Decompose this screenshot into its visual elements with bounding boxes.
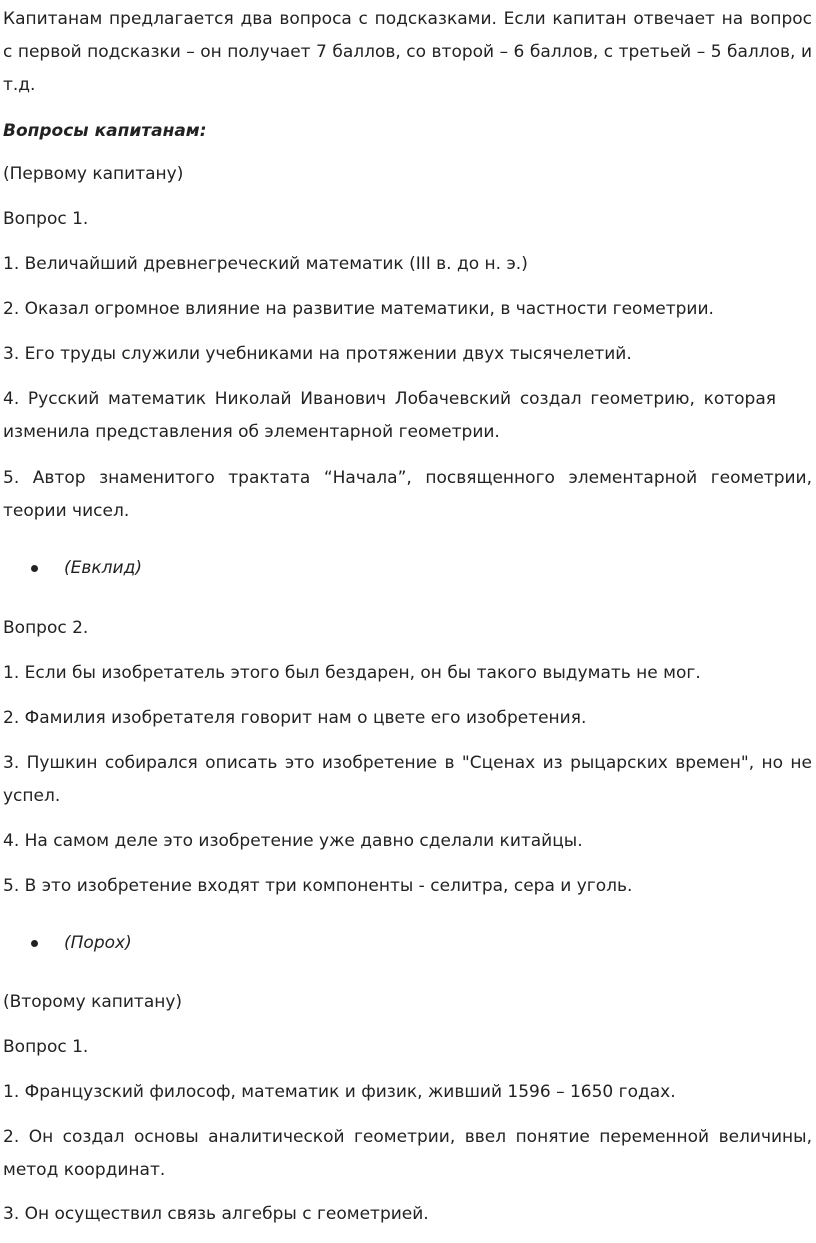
captain1-q2-title: Вопрос 2. bbox=[3, 618, 89, 638]
captain1-q2-hint-1: 1. Если бы изобретатель этого был бездарен, он бы такого выдумать не мог. bbox=[3, 663, 701, 683]
captain1-q2-hint-5: 5. В это изобретение входят три компоненты - селитра, сера и уголь. bbox=[3, 876, 633, 896]
bullet-icon bbox=[31, 565, 38, 572]
captain1-q2-hint-3: 3. Пушкин собирался описать это изобретение в "Сценах из рыцарских времен", но не успел. bbox=[3, 753, 812, 806]
captain1-q1-hint-2: 2. Оказал огромное влияние на развитие математики, в частности геометрии. bbox=[3, 299, 714, 319]
captain1-q2-answer bbox=[31, 927, 132, 960]
captain1-q2-hint-2: 2. Фамилия изобретателя говорит нам о цвете его изобретения. bbox=[3, 708, 587, 728]
intro-paragraph: Капитанам предлагается два вопроса с подсказками. Если капитан отвечает на вопрос с первой подсказки – он получает 7 баллов, со второй – 6 баллов, с третьей – 5 баллов, и т.д. bbox=[3, 9, 812, 95]
captain1-q1-answer bbox=[31, 552, 142, 585]
captain1-label: (Первому капитану) bbox=[3, 164, 184, 184]
captain2-q1-hint-1: 1. Французский философ, математик и физик, живший 1596 – 1650 годах. bbox=[3, 1082, 676, 1102]
answer-text: (Евклид) bbox=[64, 558, 142, 578]
captain1-q1-title: Вопрос 1. bbox=[3, 209, 89, 229]
captain1-q1-hint-4: 4. Русский математик Николай Иванович Лобачевский создал геометрию, которая изменила представления об элементарной геометрии. bbox=[3, 389, 776, 442]
answer-text: (Порох) bbox=[64, 933, 132, 953]
captain1-q1-hint-1: 1. Величайший древнегреческий математик (III в. до н. э.) bbox=[3, 254, 528, 274]
captain2-label: (Второму капитану) bbox=[3, 992, 183, 1012]
captain2-q1-hint-2: 2. Он создал основы аналитической геометрии, ввел понятие переменной величины, метод координат. bbox=[3, 1127, 812, 1180]
section-heading: Вопросы капитанам: bbox=[3, 121, 207, 141]
captain1-q2-hint-4: 4. На самом деле это изобретение уже давно сделали китайцы. bbox=[3, 831, 583, 851]
captain2-q1-title: Вопрос 1. bbox=[3, 1037, 89, 1057]
bullet-icon bbox=[31, 940, 38, 947]
captain2-q1-hint-3: 3. Он осуществил связь алгебры с геометрией. bbox=[3, 1204, 429, 1224]
captain1-q1-hint-3: 3. Его труды служили учебниками на протяжении двух тысячелетий. bbox=[3, 344, 632, 364]
captain1-q1-hint-5: 5. Автор знаменитого трактата “Начала”, посвященного элементарной геометрии, теории чисел. bbox=[3, 468, 812, 521]
